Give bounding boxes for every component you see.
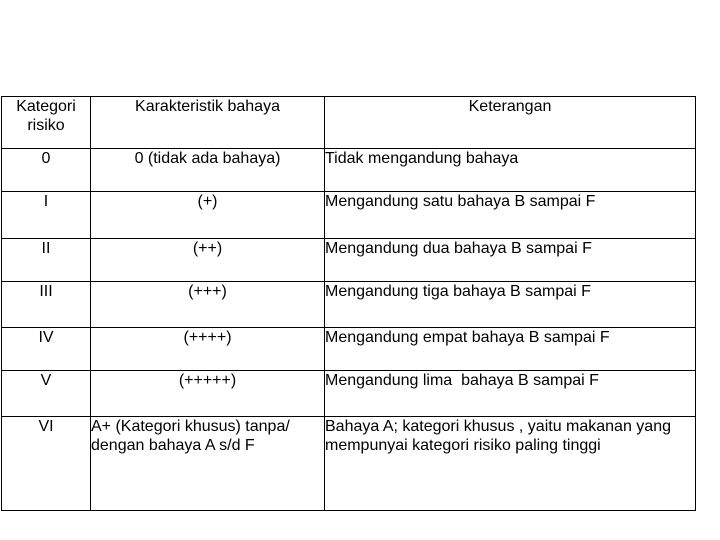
karakteristik-cell: (+) [91, 192, 325, 239]
keterangan-cell: Mengandung tiga bahaya B sampai F [325, 282, 696, 328]
karakteristik-cell: (++) [91, 239, 325, 282]
header-karakteristik: Karakteristik bahaya [91, 97, 325, 149]
kategori-cell: VI [2, 417, 91, 511]
keterangan-cell: Mengandung empat bahaya B sampai F [325, 328, 696, 371]
table-row [2, 417, 696, 511]
keterangan-cell: Mengandung lima bahaya B sampai F [325, 371, 696, 417]
table-row [2, 239, 696, 282]
table-row [2, 371, 696, 417]
kategori-cell: II [2, 239, 91, 282]
kategori-cell: 0 [2, 149, 91, 192]
keterangan-cell: Mengandung satu bahaya B sampai F [325, 192, 696, 239]
table-header-row [2, 97, 696, 149]
header-kategori: Kategori risiko [2, 97, 91, 149]
kategori-cell: V [2, 371, 91, 417]
keterangan-cell: Bahaya A; kategori khusus , yaitu makanan yang mempunyai kategori risiko paling tinggi [325, 417, 696, 511]
table-row [2, 282, 696, 328]
karakteristik-cell: (+++) [91, 282, 325, 328]
karakteristik-cell: 0 (tidak ada bahaya) [91, 149, 325, 192]
karakteristik-cell: (++++) [91, 328, 325, 371]
keterangan-cell: Mengandung dua bahaya B sampai F [325, 239, 696, 282]
table-row [2, 192, 696, 239]
kategori-cell: III [2, 282, 91, 328]
kategori-cell: I [2, 192, 91, 239]
header-keterangan: Keterangan [325, 97, 696, 149]
risk-category-table [1, 96, 696, 511]
karakteristik-cell: (+++++) [91, 371, 325, 417]
kategori-cell: IV [2, 328, 91, 371]
karakteristik-cell: A+ (Kategori khusus) tanpa/ dengan bahaya A s/d F [91, 417, 325, 511]
table-row [2, 328, 696, 371]
keterangan-cell: Tidak mengandung bahaya [325, 149, 696, 192]
table-row [2, 149, 696, 192]
